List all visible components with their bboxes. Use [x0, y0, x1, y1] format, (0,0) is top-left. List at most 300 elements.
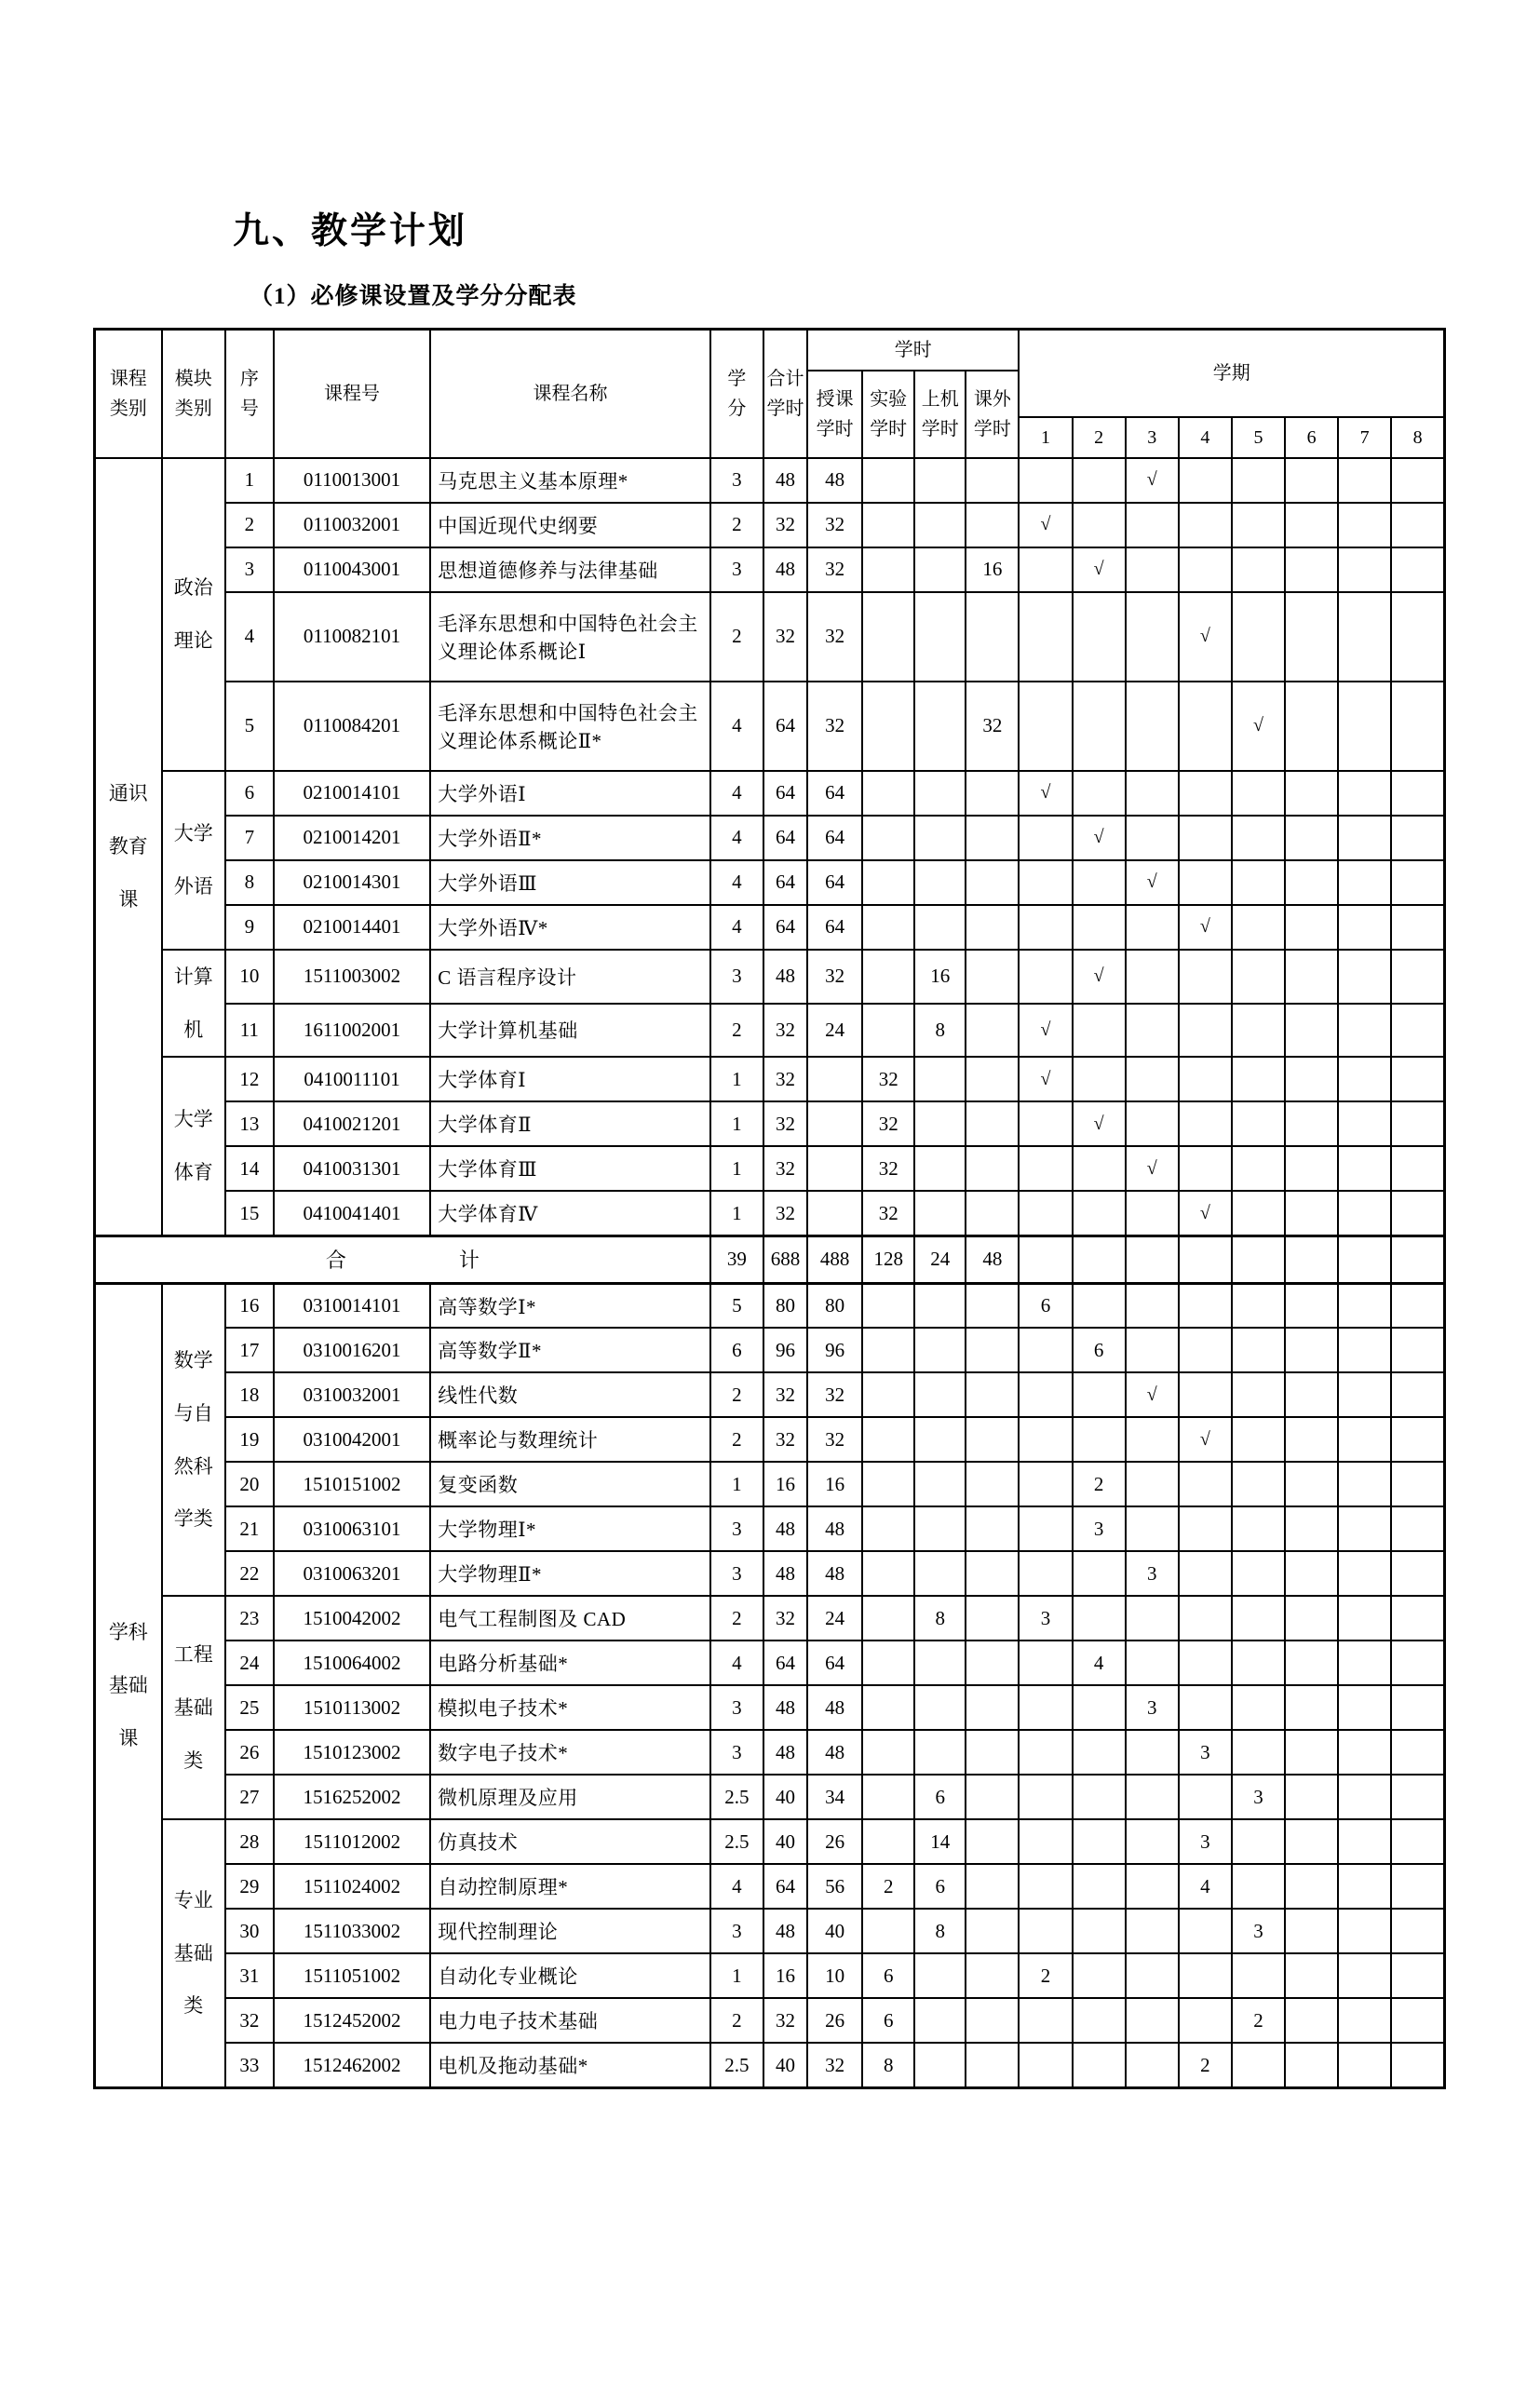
col-header-semester-4: 4	[1179, 417, 1232, 458]
module-cell: 政治理论	[162, 458, 225, 771]
semester-8-cell	[1391, 1730, 1444, 1775]
semester-1-cell	[1019, 1417, 1072, 1462]
col-header-credits: 学分	[710, 330, 763, 458]
course-row	[95, 1191, 1445, 1236]
semester-2-cell	[1073, 1864, 1126, 1909]
extracurricular-hours-cell	[966, 1551, 1019, 1596]
semester-8-cell	[1391, 458, 1444, 503]
experiment-hours-cell	[862, 816, 914, 860]
col-group-hours: 学时	[807, 330, 1019, 371]
semester-3-cell	[1126, 1004, 1179, 1058]
course-row	[95, 458, 1445, 503]
semester-2-cell	[1073, 503, 1126, 547]
semester-5-cell	[1232, 1146, 1285, 1191]
experiment-hours-cell	[862, 771, 914, 816]
credits-cell: 2.5	[710, 1819, 763, 1864]
computer-hours-cell	[914, 682, 966, 771]
semester-1-cell	[1019, 1909, 1072, 1953]
lecture-hours-cell: 26	[807, 1998, 862, 2043]
course-name-cell: 毛泽东思想和中国特色社会主义理论体系概论Ⅰ	[430, 592, 710, 682]
total-hours-cell: 40	[763, 1819, 807, 1864]
computer-hours-cell	[914, 1191, 966, 1236]
total-row	[95, 1236, 1445, 1283]
course-name-cell: 复变函数	[430, 1462, 710, 1506]
course-name-cell: 大学外语Ⅲ	[430, 860, 710, 905]
semester-7-cell	[1338, 1191, 1391, 1236]
total-extracurricular-cell: 48	[966, 1236, 1019, 1283]
course-row	[95, 1998, 1445, 2043]
seq-cell: 4	[225, 592, 274, 682]
experiment-hours-cell: 32	[862, 1146, 914, 1191]
total-hours-cell: 48	[763, 1730, 807, 1775]
semester-1-cell	[1019, 1998, 1072, 2043]
credits-cell: 3	[710, 950, 763, 1004]
semester-2-cell	[1073, 1146, 1126, 1191]
course-no-cell: 1510113002	[274, 1685, 430, 1730]
course-row	[95, 682, 1445, 771]
course-name-cell: 概率论与数理统计	[430, 1417, 710, 1462]
total-experiment-cell: 128	[862, 1236, 914, 1283]
col-header-course-category: 课程类别	[95, 330, 162, 458]
extracurricular-hours-cell	[966, 1101, 1019, 1146]
computer-hours-cell	[914, 1685, 966, 1730]
course-no-cell: 1511003002	[274, 950, 430, 1004]
experiment-hours-cell	[862, 1730, 914, 1775]
experiment-hours-cell: 6	[862, 1953, 914, 1998]
semester-4-cell	[1179, 1057, 1232, 1101]
semester-5-cell	[1232, 816, 1285, 860]
computer-hours-cell: 8	[914, 1596, 966, 1641]
course-name-cell: 大学体育Ⅲ	[430, 1146, 710, 1191]
course-no-cell: 0110084201	[274, 682, 430, 771]
course-no-cell: 0110043001	[274, 547, 430, 592]
computer-hours-cell	[914, 1146, 966, 1191]
semester-4-cell	[1179, 1909, 1232, 1953]
semester-1-cell	[1019, 860, 1072, 905]
seq-cell: 12	[225, 1057, 274, 1101]
course-no-cell: 0310063201	[274, 1551, 430, 1596]
semester-5-cell	[1232, 1283, 1285, 1328]
semester-3-cell: √	[1126, 1372, 1179, 1417]
course-row	[95, 1146, 1445, 1191]
semester-5-cell	[1232, 1596, 1285, 1641]
course-no-cell: 1512452002	[274, 1998, 430, 2043]
semester-3-cell: √	[1126, 458, 1179, 503]
total-semester-cell	[1073, 1236, 1126, 1283]
semester-4-cell	[1179, 1998, 1232, 2043]
semester-3-cell	[1126, 1909, 1179, 1953]
credits-cell: 2.5	[710, 2043, 763, 2087]
credits-cell: 4	[710, 1641, 763, 1685]
semester-5-cell	[1232, 2043, 1285, 2087]
col-group-semester: 学期	[1019, 330, 1444, 417]
semester-4-cell	[1179, 816, 1232, 860]
computer-hours-cell: 8	[914, 1909, 966, 1953]
course-row	[95, 1864, 1445, 1909]
semester-3-cell: 3	[1126, 1685, 1179, 1730]
seq-cell: 28	[225, 1819, 274, 1864]
semester-6-cell	[1285, 1004, 1338, 1058]
semester-3-cell	[1126, 816, 1179, 860]
course-name-cell: 大学外语Ⅳ*	[430, 905, 710, 950]
computer-hours-cell	[914, 905, 966, 950]
computer-hours-cell	[914, 1372, 966, 1417]
lecture-hours-cell: 64	[807, 905, 862, 950]
computer-hours-cell	[914, 816, 966, 860]
course-no-cell: 0210014401	[274, 905, 430, 950]
semester-2-cell: √	[1073, 1101, 1126, 1146]
total-hours-cell: 32	[763, 1004, 807, 1058]
extracurricular-hours-cell	[966, 1998, 1019, 2043]
semester-4-cell	[1179, 1283, 1232, 1328]
total-hours-cell: 64	[763, 1641, 807, 1685]
course-row	[95, 547, 1445, 592]
seq-cell: 5	[225, 682, 274, 771]
experiment-hours-cell	[862, 1819, 914, 1864]
computer-hours-cell	[914, 1506, 966, 1551]
semester-6-cell	[1285, 1551, 1338, 1596]
semester-6-cell	[1285, 1641, 1338, 1685]
course-name-cell: 大学物理Ⅱ*	[430, 1551, 710, 1596]
semester-2-cell: √	[1073, 950, 1126, 1004]
semester-4-cell	[1179, 1551, 1232, 1596]
total-semester-cell	[1179, 1236, 1232, 1283]
semester-7-cell	[1338, 816, 1391, 860]
experiment-hours-cell	[862, 1283, 914, 1328]
module-cell: 工程基础类	[162, 1596, 225, 1819]
page-title: 九、教学计划	[233, 211, 468, 251]
seq-cell: 2	[225, 503, 274, 547]
semester-8-cell	[1391, 1685, 1444, 1730]
semester-3-cell	[1126, 1328, 1179, 1372]
extracurricular-hours-cell	[966, 1685, 1019, 1730]
semester-7-cell	[1338, 592, 1391, 682]
total-hours-cell: 16	[763, 1462, 807, 1506]
course-row	[95, 1004, 1445, 1058]
experiment-hours-cell: 8	[862, 2043, 914, 2087]
module-cell: 数学与自然科学类	[162, 1283, 225, 1596]
semester-2-cell: 4	[1073, 1641, 1126, 1685]
semester-6-cell	[1285, 592, 1338, 682]
semester-1-cell: √	[1019, 1004, 1072, 1058]
total-hours-cell: 48	[763, 1551, 807, 1596]
semester-3-cell	[1126, 1819, 1179, 1864]
semester-7-cell	[1338, 682, 1391, 771]
total-lecture-cell: 488	[807, 1236, 862, 1283]
col-header-module-category: 模块类别	[162, 330, 225, 458]
experiment-hours-cell: 6	[862, 1998, 914, 2043]
semester-7-cell	[1338, 1596, 1391, 1641]
extracurricular-hours-cell	[966, 1953, 1019, 1998]
semester-6-cell	[1285, 1191, 1338, 1236]
seq-cell: 14	[225, 1146, 274, 1191]
semester-1-cell	[1019, 816, 1072, 860]
semester-1-cell	[1019, 1328, 1072, 1372]
computer-hours-cell	[914, 503, 966, 547]
semester-4-cell	[1179, 1328, 1232, 1372]
semester-3-cell	[1126, 1506, 1179, 1551]
computer-hours-cell	[914, 1462, 966, 1506]
module-cell: 专业基础类	[162, 1819, 225, 2087]
semester-1-cell	[1019, 1551, 1072, 1596]
extracurricular-hours-cell	[966, 1146, 1019, 1191]
semester-4-cell: √	[1179, 1191, 1232, 1236]
total-hours-cell: 16	[763, 1953, 807, 1998]
semester-7-cell	[1338, 1101, 1391, 1146]
experiment-hours-cell	[862, 1685, 914, 1730]
semester-6-cell	[1285, 682, 1338, 771]
credits-cell: 1	[710, 1057, 763, 1101]
semester-4-cell	[1179, 1953, 1232, 1998]
semester-8-cell	[1391, 1328, 1444, 1372]
course-name-cell: 大学物理Ⅰ*	[430, 1506, 710, 1551]
semester-6-cell	[1285, 503, 1338, 547]
course-name-cell: 毛泽东思想和中国特色社会主义理论体系概论Ⅱ*	[430, 682, 710, 771]
semester-3-cell	[1126, 1730, 1179, 1775]
semester-4-cell	[1179, 1685, 1232, 1730]
experiment-hours-cell: 2	[862, 1864, 914, 1909]
course-name-cell: 马克思主义基本原理*	[430, 458, 710, 503]
course-name-cell: 高等数学Ⅰ*	[430, 1283, 710, 1328]
semester-8-cell	[1391, 950, 1444, 1004]
lecture-hours-cell: 80	[807, 1283, 862, 1328]
course-row	[95, 1641, 1445, 1685]
credits-cell: 3	[710, 1685, 763, 1730]
seq-cell: 3	[225, 547, 274, 592]
course-name-cell: 中国近现代史纲要	[430, 503, 710, 547]
extracurricular-hours-cell	[966, 1596, 1019, 1641]
semester-1-cell	[1019, 2043, 1072, 2087]
experiment-hours-cell	[862, 1004, 914, 1058]
course-row	[95, 503, 1445, 547]
course-name-cell: 自动化专业概论	[430, 1953, 710, 1998]
course-no-cell: 0210014301	[274, 860, 430, 905]
semester-4-cell	[1179, 1101, 1232, 1146]
semester-1-cell: √	[1019, 771, 1072, 816]
extracurricular-hours-cell	[966, 1372, 1019, 1417]
extracurricular-hours-cell	[966, 1004, 1019, 1058]
seq-cell: 8	[225, 860, 274, 905]
total-hours-cell: 32	[763, 1417, 807, 1462]
semester-2-cell	[1073, 1372, 1126, 1417]
semester-5-cell	[1232, 771, 1285, 816]
course-row	[95, 1417, 1445, 1462]
experiment-hours-cell	[862, 682, 914, 771]
semester-3-cell	[1126, 950, 1179, 1004]
semester-2-cell: 3	[1073, 1506, 1126, 1551]
credits-cell: 2.5	[710, 1775, 763, 1819]
course-no-cell: 0310032001	[274, 1372, 430, 1417]
lecture-hours-cell	[807, 1191, 862, 1236]
total-hours-cell: 64	[763, 1864, 807, 1909]
semester-6-cell	[1285, 905, 1338, 950]
course-no-cell: 0210014201	[274, 816, 430, 860]
extracurricular-hours-cell	[966, 1283, 1019, 1328]
semester-3-cell: √	[1126, 1146, 1179, 1191]
course-row	[95, 1685, 1445, 1730]
semester-1-cell	[1019, 592, 1072, 682]
semester-8-cell	[1391, 682, 1444, 771]
course-no-cell: 0310063101	[274, 1506, 430, 1551]
total-hours-cell: 40	[763, 1775, 807, 1819]
lecture-hours-cell	[807, 1057, 862, 1101]
table-body	[95, 458, 1445, 2087]
course-row	[95, 1462, 1445, 1506]
semester-2-cell	[1073, 1417, 1126, 1462]
course-name-cell: 大学体育Ⅳ	[430, 1191, 710, 1236]
semester-2-cell	[1073, 1191, 1126, 1236]
course-name-cell: C 语言程序设计	[430, 950, 710, 1004]
extracurricular-hours-cell	[966, 1191, 1019, 1236]
computer-hours-cell: 8	[914, 1004, 966, 1058]
credits-cell: 2	[710, 1004, 763, 1058]
semester-1-cell	[1019, 1101, 1072, 1146]
course-no-cell: 1511051002	[274, 1953, 430, 1998]
course-row	[95, 1506, 1445, 1551]
semester-5-cell	[1232, 1372, 1285, 1417]
computer-hours-cell	[914, 458, 966, 503]
total-label-cell: 合计	[95, 1236, 710, 1283]
semester-8-cell	[1391, 1551, 1444, 1596]
total-semester-cell	[1232, 1236, 1285, 1283]
semester-2-cell: √	[1073, 547, 1126, 592]
semester-7-cell	[1338, 1775, 1391, 1819]
semester-7-cell	[1338, 1057, 1391, 1101]
credits-cell: 4	[710, 771, 763, 816]
semester-3-cell	[1126, 771, 1179, 816]
experiment-hours-cell	[862, 1641, 914, 1685]
computer-hours-cell: 14	[914, 1819, 966, 1864]
semester-5-cell: 3	[1232, 1909, 1285, 1953]
course-name-cell: 微机原理及应用	[430, 1775, 710, 1819]
course-name-cell: 数字电子技术*	[430, 1730, 710, 1775]
semester-6-cell	[1285, 1819, 1338, 1864]
col-header-seq: 序号	[225, 330, 274, 458]
semester-8-cell	[1391, 547, 1444, 592]
semester-8-cell	[1391, 1998, 1444, 2043]
semester-2-cell	[1073, 1819, 1126, 1864]
semester-4-cell	[1179, 503, 1232, 547]
semester-7-cell	[1338, 1641, 1391, 1685]
extracurricular-hours-cell	[966, 1506, 1019, 1551]
course-no-cell: 1516252002	[274, 1775, 430, 1819]
seq-cell: 21	[225, 1506, 274, 1551]
experiment-hours-cell	[862, 547, 914, 592]
semester-1-cell	[1019, 1819, 1072, 1864]
experiment-hours-cell	[862, 905, 914, 950]
experiment-hours-cell: 32	[862, 1101, 914, 1146]
semester-2-cell: 6	[1073, 1328, 1126, 1372]
col-header-semester-1: 1	[1019, 417, 1072, 458]
lecture-hours-cell: 96	[807, 1328, 862, 1372]
semester-8-cell	[1391, 592, 1444, 682]
course-name-cell: 自动控制原理*	[430, 1864, 710, 1909]
semester-6-cell	[1285, 1283, 1338, 1328]
col-header-lecture-hours: 授课学时	[807, 371, 862, 458]
course-no-cell: 0110013001	[274, 458, 430, 503]
extracurricular-hours-cell	[966, 1819, 1019, 1864]
computer-hours-cell	[914, 1551, 966, 1596]
semester-4-cell: √	[1179, 1417, 1232, 1462]
header-row-groups	[95, 330, 1445, 371]
extracurricular-hours-cell	[966, 1328, 1019, 1372]
semester-2-cell	[1073, 860, 1126, 905]
semester-8-cell	[1391, 503, 1444, 547]
credits-cell: 2	[710, 1596, 763, 1641]
semester-7-cell	[1338, 1998, 1391, 2043]
category-cell: 通识教育课	[95, 458, 162, 1236]
experiment-hours-cell	[862, 1328, 914, 1372]
credits-cell: 4	[710, 860, 763, 905]
semester-5-cell	[1232, 950, 1285, 1004]
semester-5-cell	[1232, 1685, 1285, 1730]
total-hours-cell: 32	[763, 1998, 807, 2043]
semester-7-cell	[1338, 1372, 1391, 1417]
computer-hours-cell	[914, 1057, 966, 1101]
extracurricular-hours-cell	[966, 592, 1019, 682]
computer-hours-cell: 6	[914, 1775, 966, 1819]
experiment-hours-cell: 32	[862, 1057, 914, 1101]
col-header-experiment-hours: 实验学时	[862, 371, 914, 458]
experiment-hours-cell	[862, 1551, 914, 1596]
lecture-hours-cell	[807, 1146, 862, 1191]
lecture-hours-cell: 24	[807, 1596, 862, 1641]
course-no-cell: 0410031301	[274, 1146, 430, 1191]
semester-1-cell: 2	[1019, 1953, 1072, 1998]
extracurricular-hours-cell	[966, 816, 1019, 860]
semester-5-cell	[1232, 547, 1285, 592]
credits-cell: 1	[710, 1191, 763, 1236]
semester-7-cell	[1338, 860, 1391, 905]
course-name-cell: 大学体育Ⅱ	[430, 1101, 710, 1146]
total-hours-cell: 64	[763, 771, 807, 816]
semester-1-cell: √	[1019, 503, 1072, 547]
course-no-cell: 1511033002	[274, 1909, 430, 1953]
course-name-cell: 电路分析基础*	[430, 1641, 710, 1685]
col-header-computer-hours: 上机学时	[914, 371, 966, 458]
total-hours-cell: 32	[763, 1191, 807, 1236]
semester-5-cell: 3	[1232, 1775, 1285, 1819]
semester-7-cell	[1338, 458, 1391, 503]
total-semester-cell	[1391, 1236, 1444, 1283]
extracurricular-hours-cell	[966, 1909, 1019, 1953]
semester-4-cell: 4	[1179, 1864, 1232, 1909]
semester-7-cell	[1338, 1730, 1391, 1775]
semester-6-cell	[1285, 1372, 1338, 1417]
semester-2-cell	[1073, 905, 1126, 950]
total-hours-cell: 64	[763, 682, 807, 771]
semester-1-cell	[1019, 1462, 1072, 1506]
credits-cell: 3	[710, 1909, 763, 1953]
course-name-cell: 大学外语Ⅱ*	[430, 816, 710, 860]
seq-cell: 18	[225, 1372, 274, 1417]
semester-7-cell	[1338, 1864, 1391, 1909]
course-row	[95, 1909, 1445, 1953]
course-name-cell: 电力电子技术基础	[430, 1998, 710, 2043]
course-no-cell: 1511024002	[274, 1864, 430, 1909]
credits-cell: 1	[710, 1146, 763, 1191]
credits-cell: 1	[710, 1101, 763, 1146]
lecture-hours-cell: 10	[807, 1953, 862, 1998]
extracurricular-hours-cell	[966, 1057, 1019, 1101]
total-hours-cell: 688	[763, 1236, 807, 1283]
course-no-cell: 1510064002	[274, 1641, 430, 1685]
computer-hours-cell	[914, 2043, 966, 2087]
course-row	[95, 860, 1445, 905]
col-header-total-hours: 合计学时	[763, 330, 807, 458]
semester-6-cell	[1285, 547, 1338, 592]
seq-cell: 27	[225, 1775, 274, 1819]
